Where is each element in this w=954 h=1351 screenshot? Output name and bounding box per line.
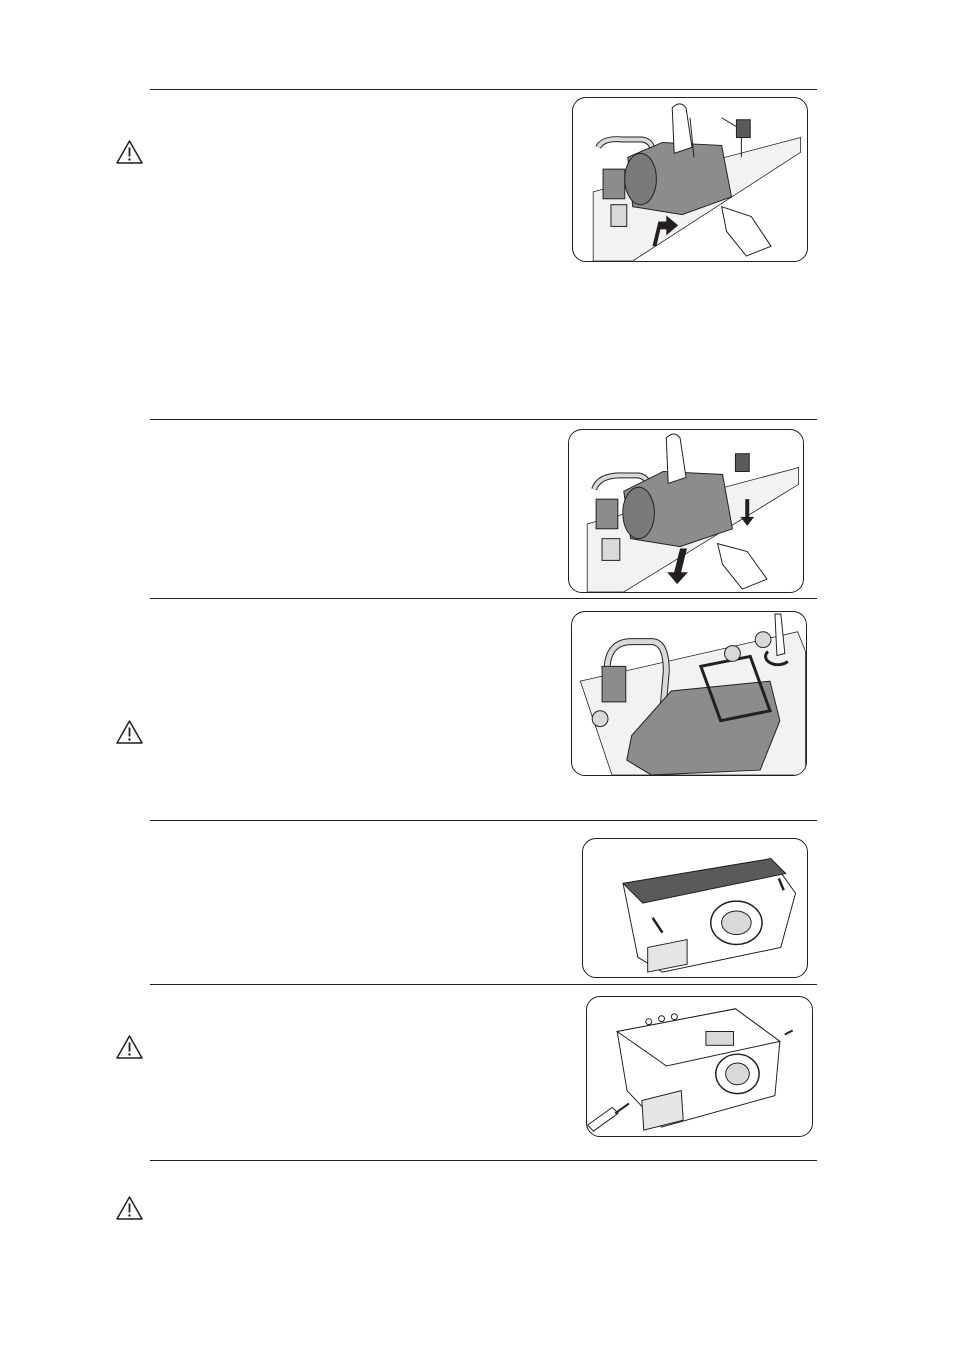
lamp-cover-illustration <box>582 838 808 978</box>
section-divider <box>150 1160 817 1161</box>
section-divider <box>150 598 817 599</box>
section-divider <box>150 820 817 821</box>
warning-icon <box>115 1195 144 1221</box>
section-divider <box>150 984 817 985</box>
warning-icon <box>115 139 144 165</box>
cover-screw-illustration <box>586 996 813 1137</box>
lamp-fastening-illustration <box>571 611 807 776</box>
section-divider <box>150 89 817 90</box>
lamp-removal-illustration <box>572 97 808 262</box>
lamp-insertion-illustration <box>568 429 804 593</box>
warning-icon <box>115 719 144 745</box>
warning-icon <box>115 1034 144 1060</box>
section-divider <box>150 419 817 420</box>
